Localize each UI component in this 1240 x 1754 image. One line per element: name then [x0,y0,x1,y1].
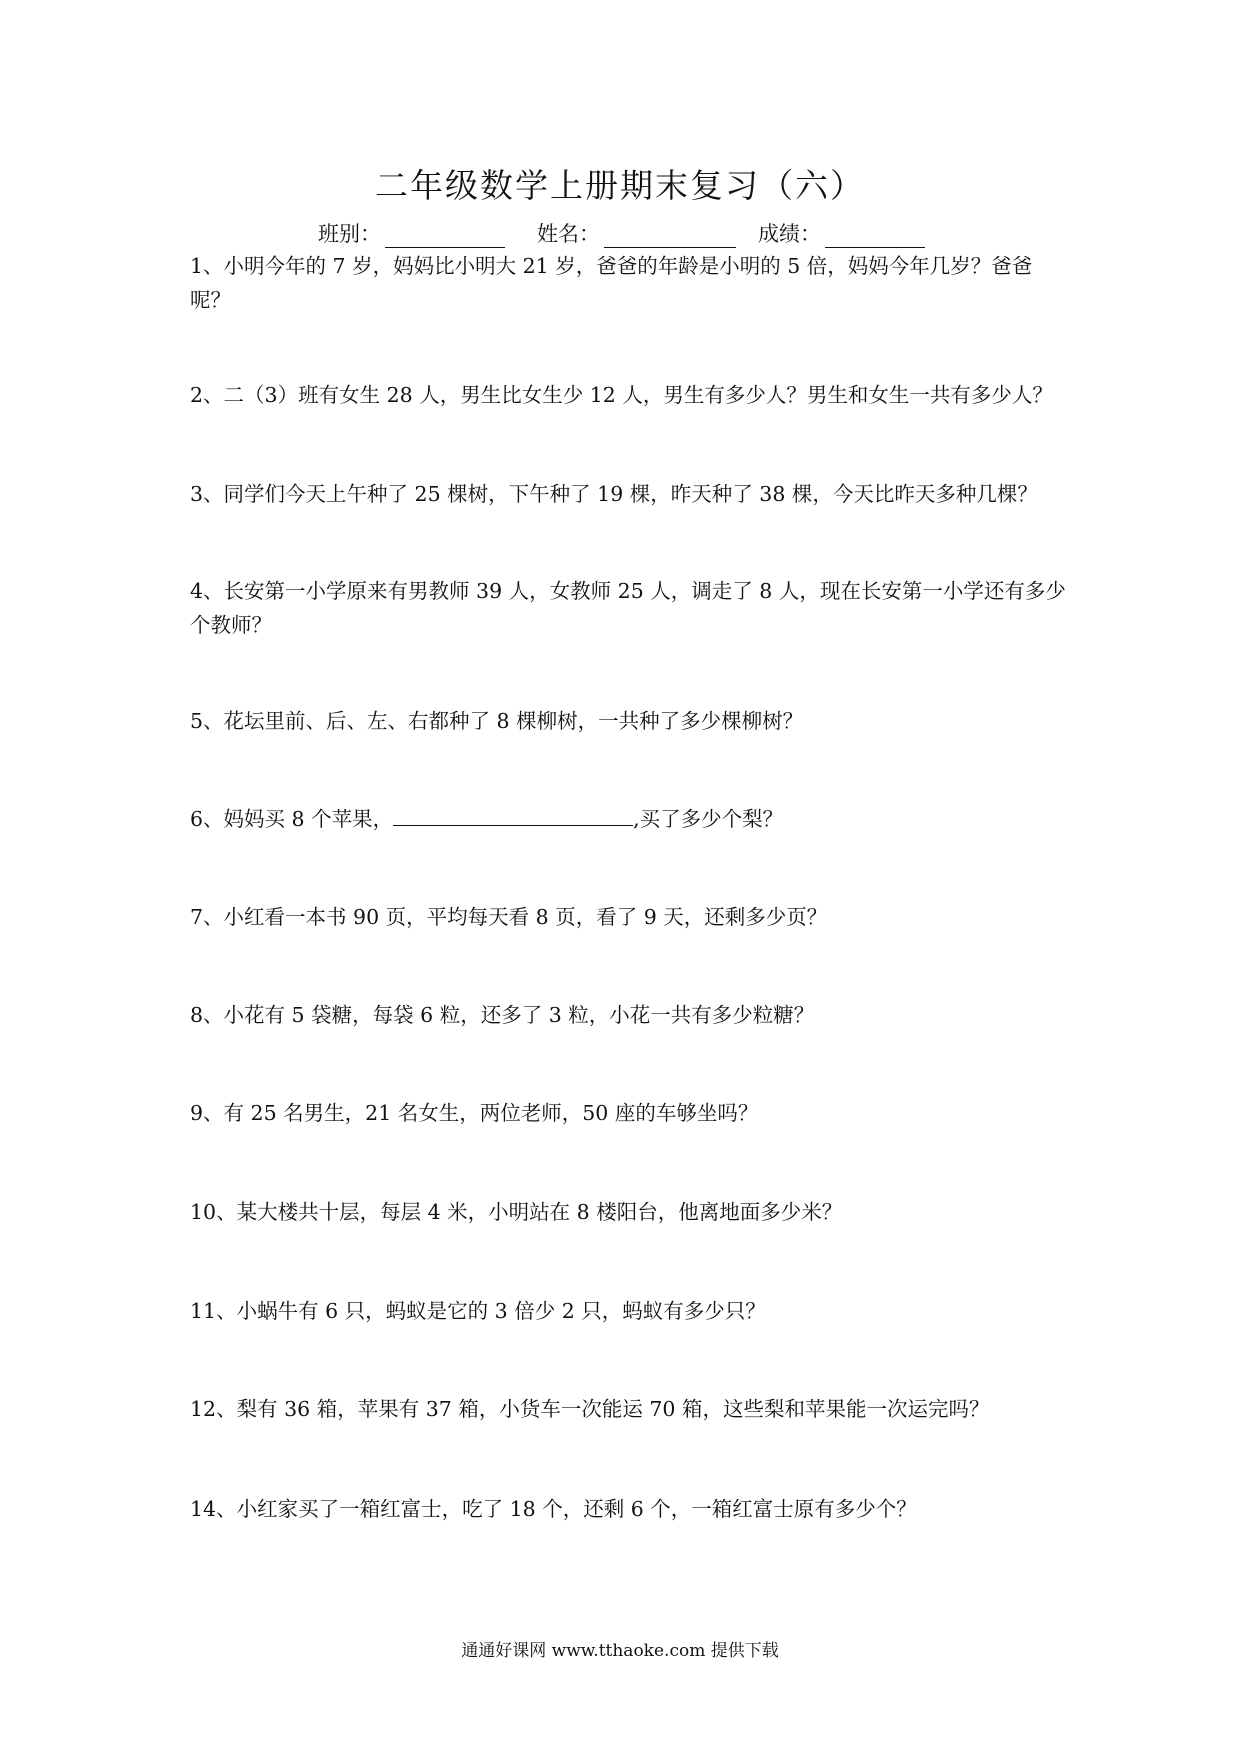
name-field [537,218,736,248]
score-label: 成绩： [758,222,821,246]
question-3: 3、同学们今天上午种了 25 棵树，下午种了 19 棵，昨天种了 38 棵，今天比昨天多种几棵？ [190,482,1038,506]
footer-credit: 通通好课网 www.tthaoke.com 提供下载 [461,1641,779,1661]
question-1: 1、小明今年的 7 岁，妈妈比小明大 21 岁，爸爸的年龄是小明的 5 倍，妈妈今年几岁？爸爸呢？ [190,254,1033,312]
score-blank[interactable] [825,225,925,248]
name-blank[interactable] [604,225,736,248]
question-7: 7、小红看一本书 90 页，平均每天看 8 页，看了 9 天，还剩多少页？ [190,905,828,929]
question-4: 4、长安第一小学原来有男教师 39 人，女教师 25 人，调走了 8 人，现在长安第一小学还有多少个教师？ [190,579,1066,637]
question-8: 8、小花有 5 袋糖，每袋 6 粒，还多了 3 粒，小花一共有多少粒糖？ [190,1003,815,1027]
class-blank[interactable] [385,225,505,248]
score-field [758,218,925,248]
question-6-blank[interactable] [393,805,633,826]
question-10: 10、某大楼共十层，每层 4 米，小明站在 8 楼阳台，他离地面多少米？ [190,1200,843,1224]
question-2: 2、二（3）班有女生 28 人，男生比女生少 12 人，男生有多少人？男生和女生一共有多少人？ [190,383,1053,407]
question-6-suffix: ,买了多少个梨？ [633,807,784,831]
question-11: 11、小蜗牛有 6 只，蚂蚁是它的 3 倍少 2 只，蚂蚁有多少只？ [190,1299,766,1323]
question-14: 14、小红家买了一箱红富士，吃了 18 个，还剩 6 个，一箱红富士原有多少个？ [190,1497,917,1521]
question-6-prefix: 6、妈妈买 8 个苹果， [190,807,394,831]
question-5: 5、花坛里前、后、左、右都种了 8 棵柳树，一共种了多少棵柳树？ [190,709,804,733]
student-info-row [318,218,925,248]
name-label: 姓名： [537,222,600,246]
question-9: 9、有 25 名男生，21 名女生，两位老师，50 座的车够坐吗？ [190,1101,759,1125]
page-title: 二年级数学上册期末复习（六） [375,166,865,205]
question-6 [190,802,1070,836]
class-label: 班别： [318,222,381,246]
class-field [318,218,505,248]
question-12: 12、梨有 36 箱，苹果有 37 箱，小货车一次能运 70 箱，这些梨和苹果能一次运完吗？ [190,1397,990,1421]
